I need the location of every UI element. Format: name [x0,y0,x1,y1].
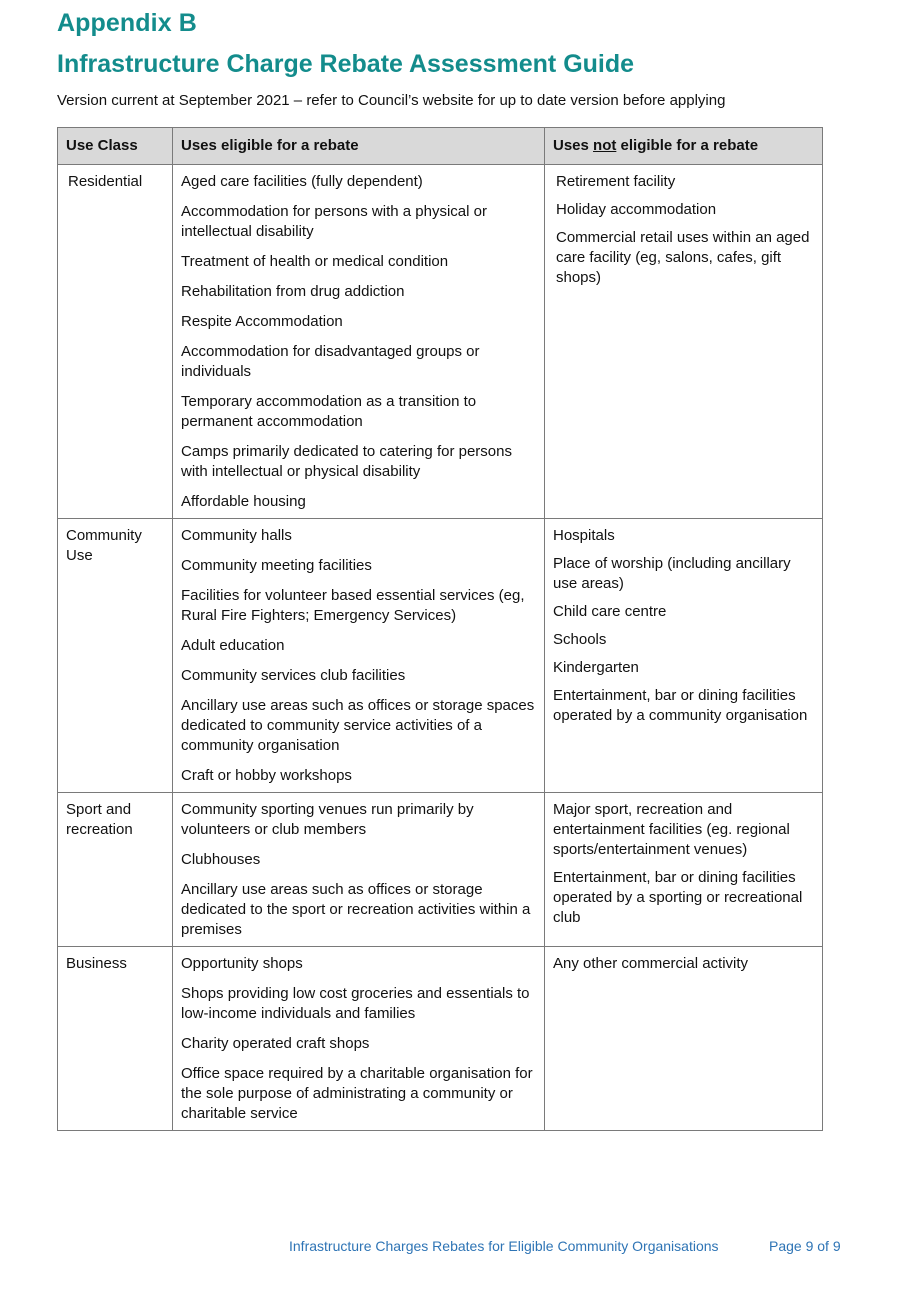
table-row [58,793,823,947]
eligible-item: Respite Accommodation [181,313,343,330]
eligible-item: Opportunity shops [181,955,303,972]
eligible-item: Shops providing low cost groceries and essentials to low-income individuals and families [181,985,530,1022]
eligible-cell [173,793,545,947]
not-eligible-item: Kindergarten [553,659,639,676]
not-eligible-item: Major sport, recreation and entertainment facilities (eg. regional sports/entertainment venues) [553,801,790,858]
eligible-item: Craft or hobby workshops [181,767,352,784]
eligible-item: Adult education [181,637,285,654]
not-eligible-item: Any other commercial activity [553,955,749,972]
page-number: Page 9 of 9 [769,1238,841,1254]
eligible-item: Affordable housing [181,493,306,510]
eligible-item: Community services club facilities [181,667,406,684]
eligible-item: Accommodation for disadvantaged groups or individuals [181,343,480,380]
eligible-item: Clubhouses [181,851,261,868]
eligible-item: Facilities for volunteer based essential services (eg, Rural Fire Fighters; Emergency Services) [181,587,525,624]
not-eligible-item: Child care centre [553,603,667,620]
header-not-eligible [545,128,823,165]
eligible-item: Rehabilitation from drug addiction [181,283,405,300]
header-eligible: Uses eligible for a rebate [173,128,545,165]
table-row [58,519,823,793]
eligible-item: Community halls [181,527,292,544]
table-body [58,165,823,1131]
eligible-cell [173,947,545,1131]
header-not-eligible-not: not [593,137,617,154]
eligible-item: Ancillary use areas such as offices or storage spaces dedicated to community service activities of a community organisation [181,697,535,754]
table-header-row [58,128,823,165]
use-class-cell: Sport and recreation [58,793,173,947]
use-class-cell: Business [58,947,173,1131]
not-eligible-cell [545,519,823,793]
header-not-eligible-suffix: eligible for a rebate [616,137,759,154]
table-row [58,165,823,519]
eligible-item: Camps primarily dedicated to catering for persons with intellectual or physical disability [181,443,512,480]
not-eligible-item: Entertainment, bar or dining facilities operated by a sporting or recreational club [553,869,803,926]
eligible-item: Community meeting facilities [181,557,372,574]
not-eligible-item: Retirement facility [556,173,676,190]
eligible-cell [173,165,545,519]
rebate-assessment-table [57,127,823,1131]
use-class-cell: Residential [58,165,173,519]
document-title: Infrastructure Charge Rebate Assessment Guide [57,50,635,78]
not-eligible-item: Holiday accommodation [556,201,717,218]
not-eligible-item: Schools [553,631,607,648]
not-eligible-item: Hospitals [553,527,615,544]
eligible-item: Treatment of health or medical condition [181,253,449,270]
footer-title: Infrastructure Charges Rebates for Eligible Community Organisations [289,1238,719,1254]
eligible-cell [173,519,545,793]
eligible-item: Office space required by a charitable organisation for the sole purpose of administrating a community or charitable service [181,1065,533,1122]
not-eligible-cell [545,165,823,519]
header-use-class: Use Class [58,128,173,165]
table-header [58,128,823,165]
use-class-cell: Community Use [58,519,173,793]
eligible-item: Aged care facilities (fully dependent) [181,173,423,190]
eligible-item: Ancillary use areas such as offices or storage dedicated to the sport or recreation activities within a premises [181,881,531,938]
not-eligible-cell [545,947,823,1131]
table-row [58,947,823,1131]
appendix-heading: Appendix B [57,9,197,37]
eligible-item: Community sporting venues run primarily by volunteers or club members [181,801,474,838]
eligible-item: Accommodation for persons with a physical or intellectual disability [181,203,487,240]
not-eligible-item: Commercial retail uses within an aged care facility (eg, salons, cafes, gift shops) [556,229,810,286]
version-note: Version current at September 2021 – refer to Council’s website for up to date version before applying [57,92,726,109]
eligible-item: Charity operated craft shops [181,1035,370,1052]
eligible-item: Temporary accommodation as a transition to permanent accommodation [181,393,477,430]
not-eligible-cell [545,793,823,947]
header-not-eligible-prefix: Uses [553,137,594,154]
page-footer [289,1238,841,1254]
not-eligible-item: Entertainment, bar or dining facilities operated by a community organisation [553,687,808,724]
not-eligible-item: Place of worship (including ancillary use areas) [553,555,791,592]
